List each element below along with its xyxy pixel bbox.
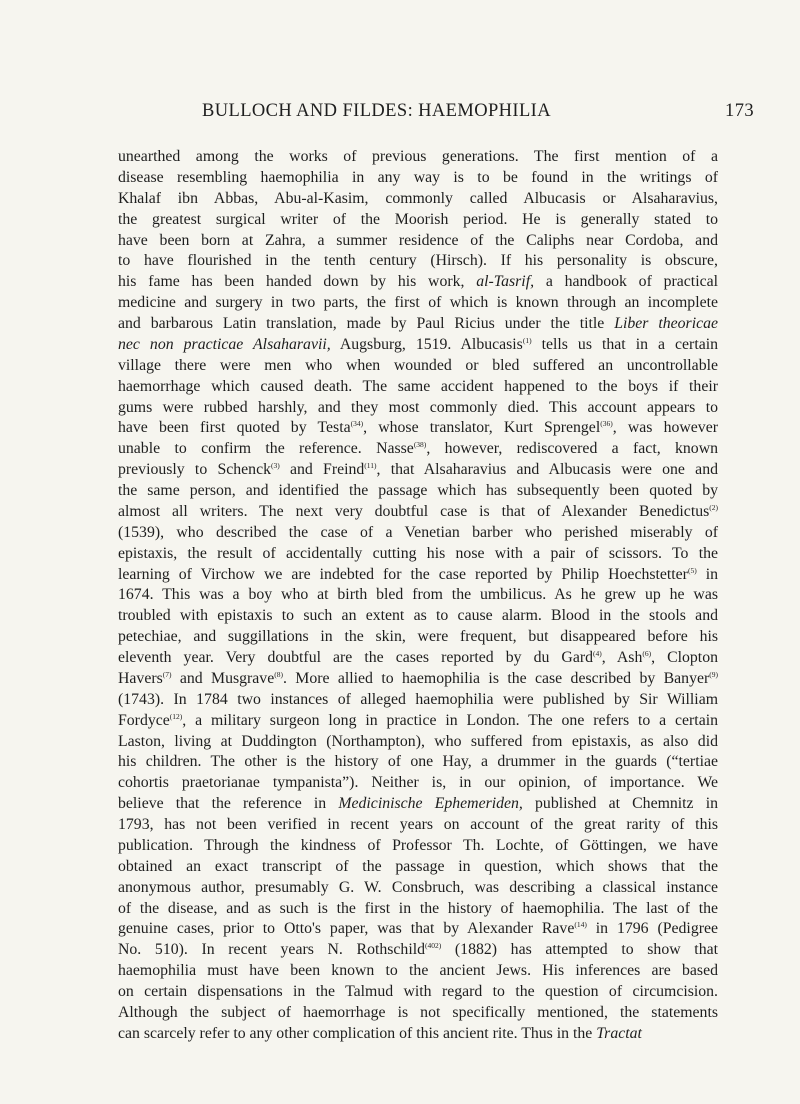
text-line bbox=[118, 1003, 718, 1024]
text-run: and Freind bbox=[279, 461, 365, 479]
text-line bbox=[118, 606, 718, 627]
text-line bbox=[118, 356, 718, 377]
text-run: disease resembling haemophilia in any way is to be found in the writings of bbox=[118, 168, 718, 186]
text-line bbox=[118, 335, 718, 356]
italic-text: Tractat bbox=[596, 1024, 642, 1042]
text-run: , Ash bbox=[601, 649, 643, 666]
text-run: haemorrhage which caused death. The same accident happened to the boys if their bbox=[118, 377, 718, 395]
citation-reference: (36) bbox=[600, 419, 613, 429]
text-run: village there were men who when wounded or bled suffered an uncontrollable bbox=[118, 356, 718, 374]
citation-reference: (34) bbox=[350, 419, 364, 429]
text-line bbox=[118, 189, 718, 210]
text-run: , however, rediscovered a fact, known bbox=[426, 440, 718, 458]
citation-reference: (2) bbox=[709, 502, 718, 512]
text-line bbox=[118, 523, 718, 544]
italic-text: Medicinische Ephemeriden, bbox=[338, 795, 523, 813]
text-line bbox=[118, 982, 718, 1003]
text-run: and barbarous Latin translation, made by Paul Ricius under the title bbox=[118, 315, 615, 332]
text-line bbox=[118, 147, 718, 168]
text-run: gums were rubbed harshly, and they most commonly died. This account appears to bbox=[118, 398, 718, 416]
text-run: (1882) has attempted to show that bbox=[441, 941, 718, 959]
text-line bbox=[118, 940, 718, 961]
text-line bbox=[118, 773, 718, 794]
text-run: published at Chemnitz in bbox=[522, 795, 718, 813]
text-line bbox=[118, 1024, 718, 1045]
text-run: and Musgrave bbox=[171, 669, 275, 687]
text-run: epistaxis, the result of accidentally cutting his nose with a pair of scissors. To the bbox=[118, 544, 718, 562]
citation-reference: (9) bbox=[709, 669, 718, 679]
text-run: genuine cases, prior to Otto's paper, was that by Alexander Rave bbox=[118, 920, 575, 938]
text-line bbox=[118, 899, 718, 920]
citation-reference: (3) bbox=[270, 461, 280, 471]
text-run: can scarcely refer to any other complication of this ancient rite. Thus in the bbox=[118, 1024, 597, 1042]
text-line bbox=[118, 878, 718, 899]
text-line bbox=[118, 794, 718, 815]
text-run: , Clopton bbox=[651, 649, 718, 666]
citation-reference: (402) bbox=[425, 941, 442, 951]
text-run: cohortis praetorianae tympanista”). Neither is, in our opinion, of importance. We bbox=[118, 774, 718, 792]
body-paragraph bbox=[118, 147, 718, 1045]
text-line bbox=[118, 377, 718, 398]
text-line bbox=[118, 293, 718, 314]
text-line bbox=[118, 961, 718, 982]
text-run: a handbook of practical bbox=[534, 273, 718, 291]
text-line bbox=[118, 711, 718, 732]
text-line bbox=[118, 460, 718, 481]
citation-reference: (7) bbox=[162, 669, 172, 679]
text-line bbox=[118, 481, 718, 502]
text-run: 1793, has not been verified in recent years on account of the great rarity of this bbox=[118, 816, 718, 833]
text-line bbox=[118, 502, 718, 523]
text-run: No. 510). In recent years N. Rothschild bbox=[118, 941, 425, 959]
running-title: BULLOCH AND FILDES: HAEMOPHILIA bbox=[202, 101, 551, 121]
text-line bbox=[118, 836, 718, 857]
text-line bbox=[118, 168, 718, 189]
text-line bbox=[118, 732, 718, 753]
text-run: in bbox=[696, 565, 718, 583]
text-line bbox=[118, 231, 718, 252]
text-line bbox=[118, 752, 718, 773]
text-run: publication. Through the kindness of Professor Th. Lochte, of Göttingen, we have bbox=[118, 836, 718, 854]
text-run: eleventh year. Very doubtful are the cases reported by du Gard bbox=[118, 649, 594, 666]
text-run: haemophilia must have been known to the ancient Jews. His inferences are based bbox=[118, 962, 718, 980]
text-run: obtained an exact transcript of the passage in question, which shows that the bbox=[118, 857, 718, 875]
citation-reference: (12) bbox=[169, 711, 183, 721]
text-run: his children. The other is the history of one Hay, a drummer in the guards (“tertiae bbox=[118, 753, 718, 771]
text-run: the greatest surgical writer of the Moorish period. He is generally stated to bbox=[118, 210, 718, 228]
text-run: (1743). In 1784 two instances of alleged haemophilia were published by Sir William bbox=[118, 690, 718, 708]
text-run: medicine and surgery in two parts, the first of which is known through an incomplete bbox=[118, 294, 718, 312]
text-run: in 1796 (Pedigree bbox=[586, 920, 718, 938]
text-line bbox=[118, 314, 718, 335]
citation-reference: (14) bbox=[574, 920, 587, 930]
text-line bbox=[118, 439, 718, 460]
text-run: 1674. This was a boy who at birth bled from the umbilicus. As he grew up he was bbox=[118, 586, 718, 604]
citation-reference: (38) bbox=[413, 440, 427, 450]
text-line bbox=[118, 565, 718, 586]
text-run: , a military surgeon long in practice in London. The one refers to a certain bbox=[182, 711, 718, 729]
citation-reference: (1) bbox=[522, 335, 532, 345]
italic-text: Liber theoricae bbox=[614, 315, 719, 332]
text-run: . More allied to haemophilia is the case described by Banyer bbox=[282, 669, 710, 687]
text-line bbox=[118, 669, 718, 690]
text-run: on certain dispensations in the Talmud with regard to the question of circumcision. bbox=[118, 983, 718, 1000]
text-run: Augsburg, 1519. Albucasis bbox=[330, 335, 523, 353]
text-run: anonymous author, presumably G. W. Consbruch, was describing a classical instance bbox=[118, 878, 718, 896]
text-line bbox=[118, 398, 718, 419]
text-run: Khalaf ibn Abbas, Abu-al-Kasim, commonly called Albucasis or Alsaharavius, bbox=[118, 189, 718, 207]
text-line bbox=[118, 627, 718, 648]
text-run: (1539), who described the case of a Venetian barber who perished miserably of bbox=[118, 523, 718, 541]
text-run: believe that the reference in bbox=[118, 795, 339, 813]
text-run: unearthed among the works of previous generations. The first mention of a bbox=[118, 148, 718, 165]
text-line bbox=[118, 251, 718, 272]
text-run: Laston, living at Duddington (Northampton), who suffered from epistaxis, as also did bbox=[118, 732, 718, 750]
text-line bbox=[118, 272, 718, 293]
text-run: petechiae, and suggillations in the skin, were frequent, but disappeared before his bbox=[118, 628, 718, 646]
text-run: have been first quoted by Testa bbox=[118, 419, 351, 437]
text-line bbox=[118, 648, 718, 669]
text-line bbox=[118, 418, 718, 439]
text-run: Fordyce bbox=[118, 711, 170, 729]
text-run: , that Alsaharavius and Albucasis were one and bbox=[376, 461, 718, 479]
text-run: have been born at Zahra, a summer residence of the Caliphs near Cordoba, and bbox=[118, 231, 718, 249]
text-line bbox=[118, 919, 718, 940]
text-line bbox=[118, 815, 718, 836]
text-line bbox=[118, 210, 718, 231]
text-run: the same person, and identified the passage which has subsequently been quoted by bbox=[118, 482, 718, 499]
text-run: Although the subject of haemorrhage is not specifically mentioned, the statements bbox=[118, 1003, 718, 1021]
page-number: 173 bbox=[725, 101, 754, 121]
text-line bbox=[118, 544, 718, 565]
italic-text: al-Tasrif, bbox=[476, 273, 535, 291]
text-run: unable to confirm the reference. Nasse bbox=[118, 440, 414, 458]
text-line bbox=[118, 857, 718, 878]
text-run: previously to Schenck bbox=[118, 461, 271, 479]
italic-text: nec non practicae Alsaharavii, bbox=[118, 335, 331, 353]
text-run: to have flourished in the tenth century (Hirsch). If his personality is obscure, bbox=[118, 252, 718, 270]
text-run: his fame has been handed down by his work, bbox=[118, 273, 477, 291]
text-run: Havers bbox=[118, 669, 163, 687]
text-run: , was however bbox=[612, 419, 718, 437]
citation-reference: (5) bbox=[687, 565, 697, 575]
citation-reference: (8) bbox=[274, 669, 283, 679]
text-line bbox=[118, 585, 718, 606]
text-run: troubled with epistaxis to such an extent as to cause alarm. Blood in the stools and bbox=[118, 607, 718, 625]
text-run: learning of Virchow we are indebted for the case reported by Philip Hoechstetter bbox=[118, 565, 688, 583]
text-line bbox=[118, 690, 718, 711]
running-head bbox=[128, 101, 754, 127]
text-run: , whose translator, Kurt Sprengel bbox=[363, 419, 601, 437]
text-run: tells us that in a certain bbox=[531, 335, 719, 353]
text-run: of the disease, and as such is the first in the history of haemophilia. The last of the bbox=[118, 899, 718, 917]
text-run: almost all writers. The next very doubtful case is that of Alexander Benedictus bbox=[118, 502, 710, 520]
citation-reference: (4) bbox=[593, 649, 602, 658]
citation-reference: (6) bbox=[642, 649, 652, 658]
citation-reference: (11) bbox=[364, 461, 377, 471]
